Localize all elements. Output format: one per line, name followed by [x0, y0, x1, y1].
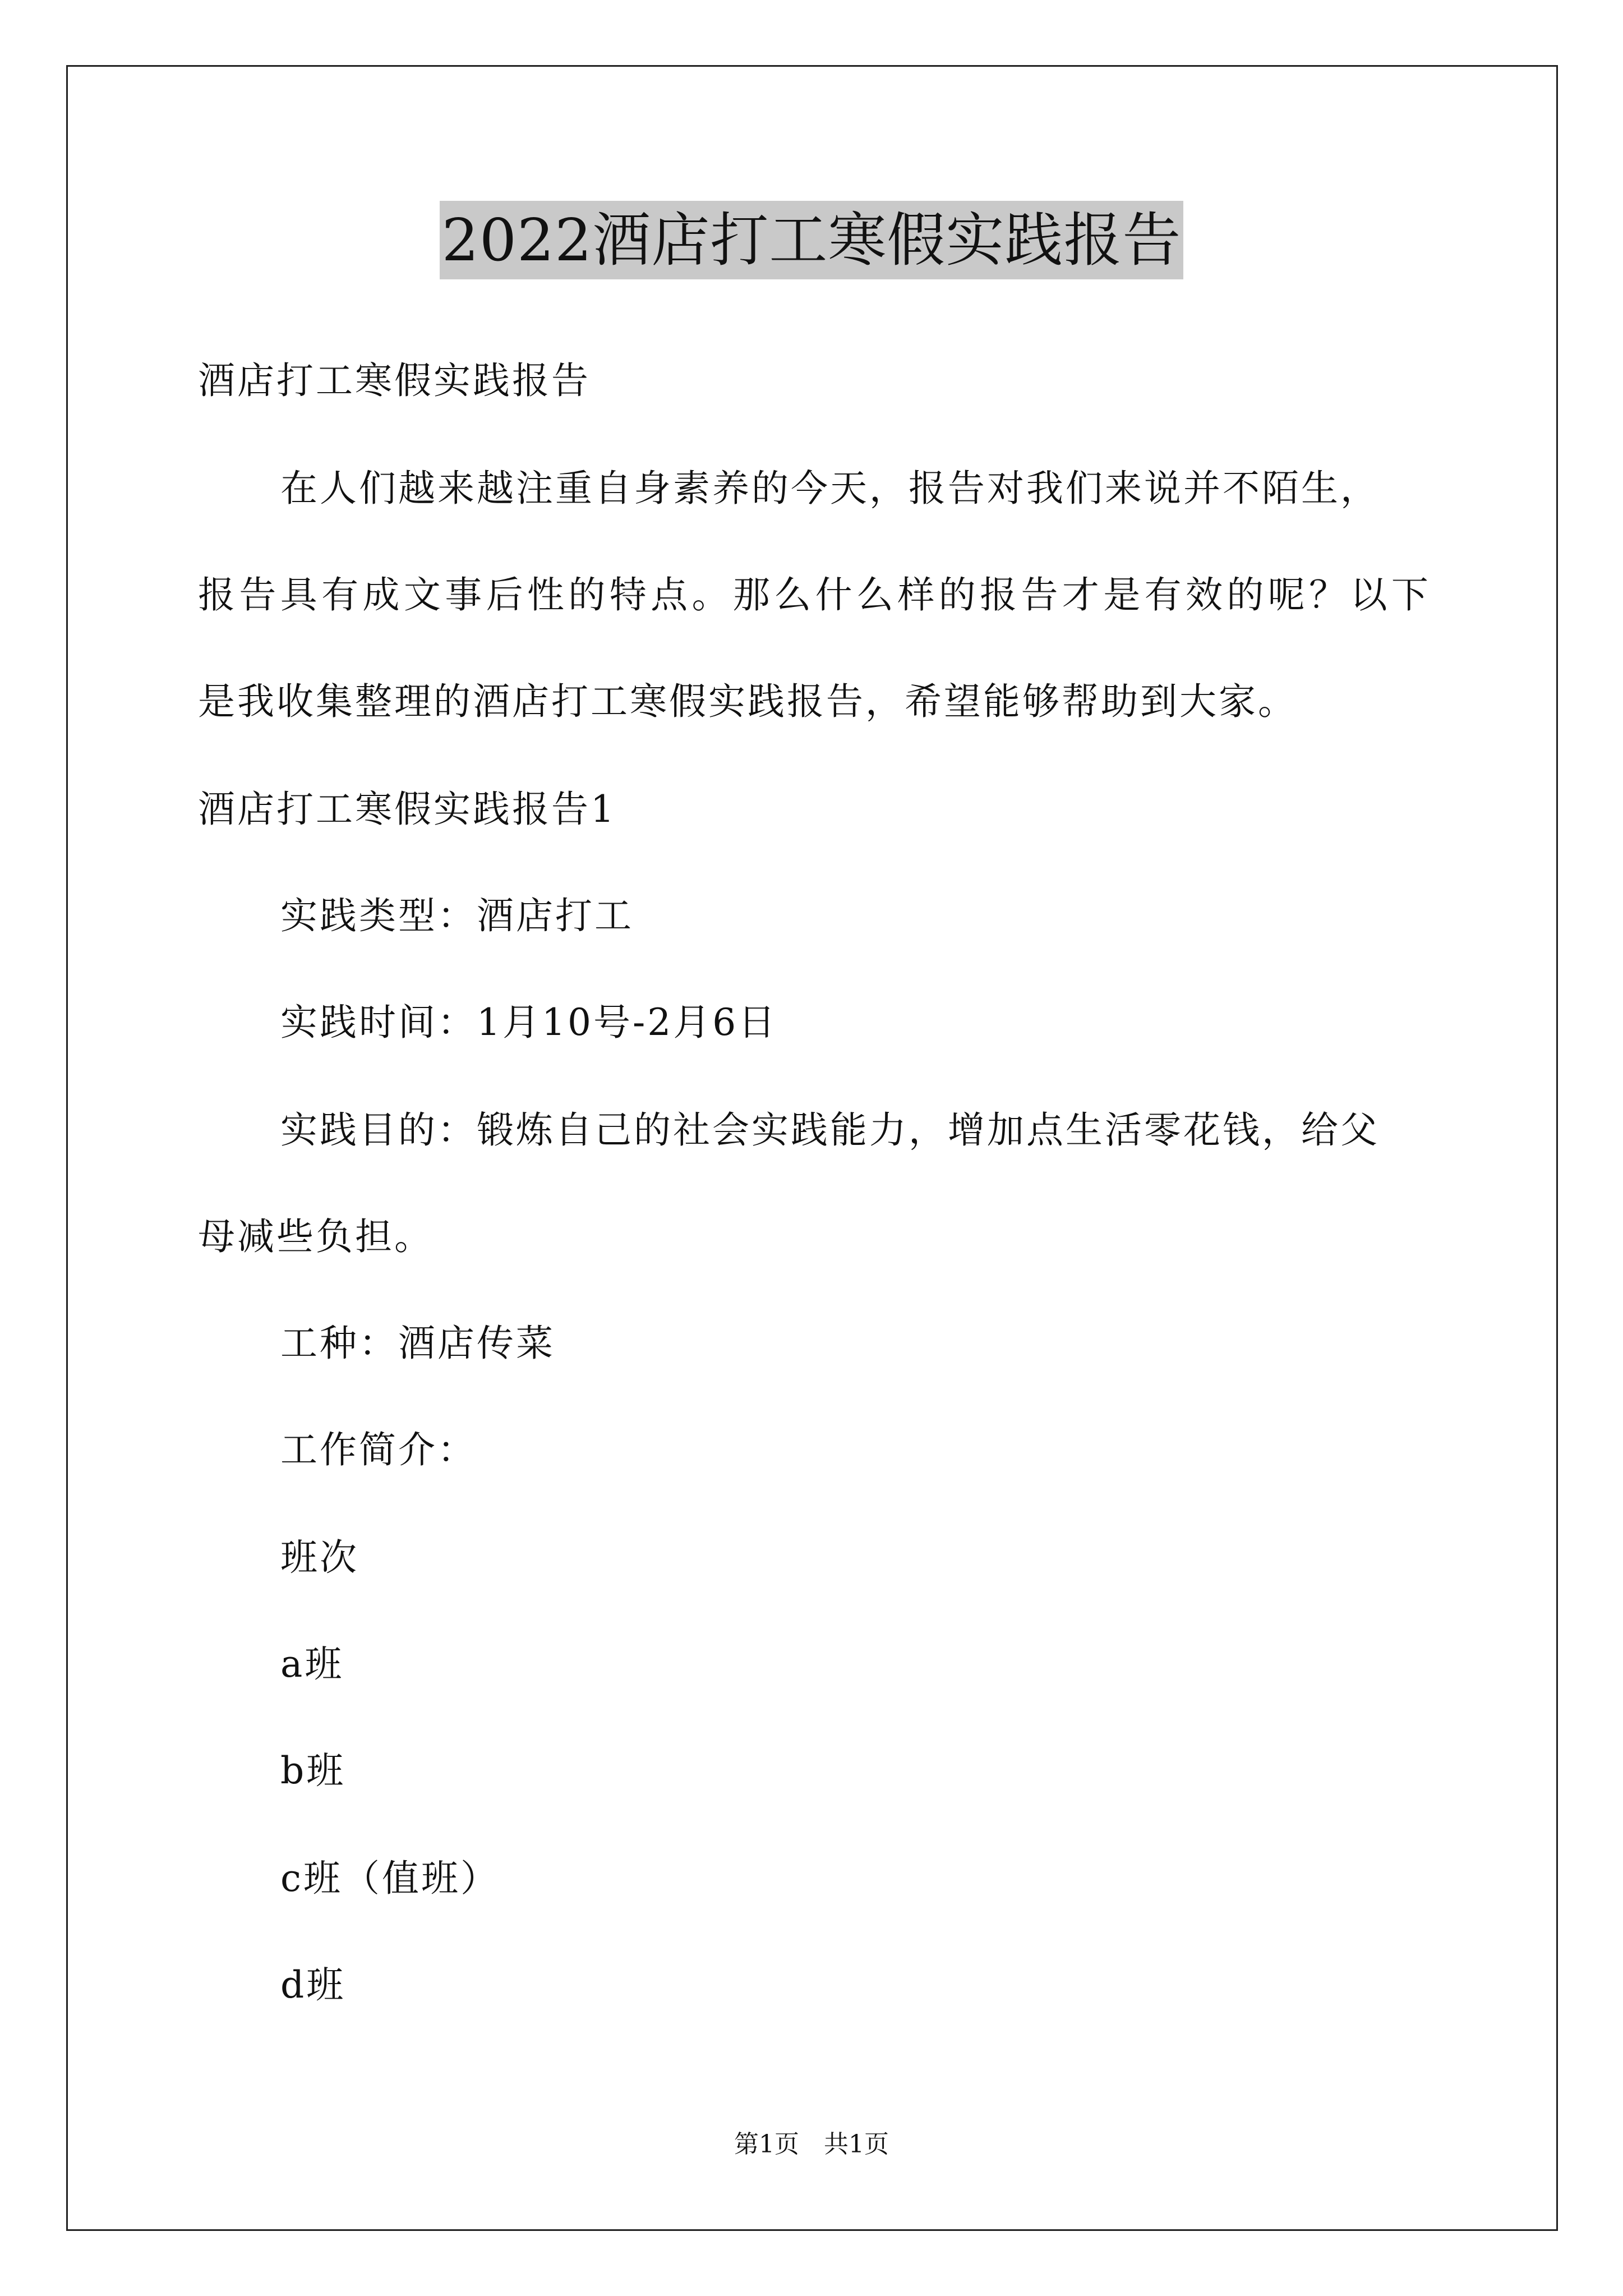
- shift-a: a班: [280, 1642, 344, 1686]
- paragraph-intro-line-3: 是我收集整理的酒店打工寒假实践报告，希望能够帮助到大家。: [198, 680, 1297, 723]
- section-heading: 酒店打工寒假实践报告1: [198, 788, 616, 831]
- paragraph-intro-line-1: 在人们越来越注重自身素养的今天，报告对我们来说并不陌生，: [280, 467, 1380, 510]
- shift-c: c班（值班）: [280, 1857, 500, 1900]
- page-footer: 第1页 共1页: [734, 2130, 889, 2159]
- practice-type: 实践类型：酒店打工: [280, 894, 634, 937]
- document-title: 2022酒店打工寒假实践报告: [440, 201, 1184, 279]
- shift-b: b班: [280, 1749, 346, 1792]
- shift-heading: 班次: [280, 1536, 359, 1579]
- title-container: [0, 201, 1623, 279]
- practice-purpose-line-1: 实践目的：锻炼自己的社会实践能力，增加点生活零花钱，给父: [280, 1108, 1380, 1152]
- job-type: 工种：酒店传菜: [280, 1322, 555, 1365]
- shift-d: d班: [280, 1963, 346, 2007]
- paragraph-intro-line-2: 报 告 具 有 成 文 事 后 性 的 特 点 。 那 么 什 么 样 的 报 告 才 是 有 效 的 呢 ？ 以 下: [198, 573, 1428, 616]
- job-intro: 工作简介：: [280, 1428, 477, 1471]
- practice-purpose-line-2: 母减些负担。: [198, 1215, 434, 1258]
- paragraph-subtitle: 酒店打工寒假实践报告: [198, 359, 591, 402]
- practice-time: 实践时间：1月10号-2月6日: [280, 1001, 778, 1044]
